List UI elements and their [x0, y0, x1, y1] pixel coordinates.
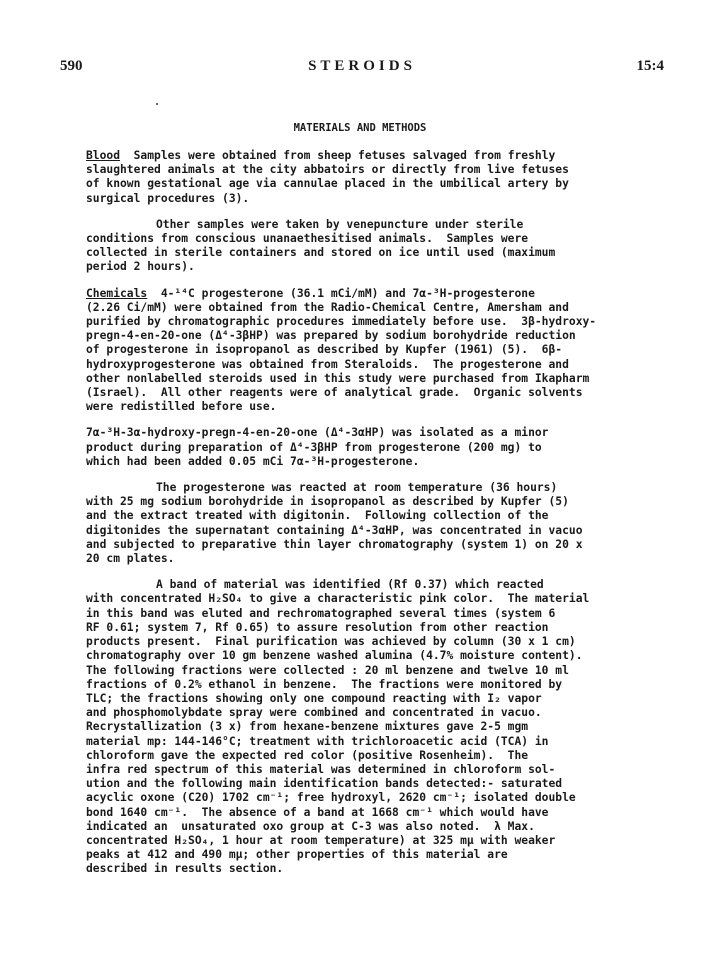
- blood-paragraph-2: Other samples were taken by venepuncture under sterile conditions from conscious unanaethesitised animals. Samples were collected in sterile containers and stored on ice until used (maximum period 2 hours).: [86, 217, 556, 274]
- chemicals-paragraph-3: The progesterone was reacted at room temperature (36 hours) with 25 mg sodium borohydride in isopropanol as described by Kupfer (5) and the extract treated with digitonin. Following collection of the digitonides the supernatant containing Δ⁴-3αHP, was concentrated in vacuo and subjected to preparative thin layer chromatography (system 1) on 20 x 20 cm plates.: [86, 481, 583, 566]
- blood-heading: Blood: [86, 149, 121, 162]
- section-title: MATERIALS AND METHODS: [293, 122, 427, 134]
- chemicals-paragraph-1: [86, 287, 656, 415]
- running-header: [60, 58, 664, 82]
- blood-text-1: Samples were obtained from sheep fetuses salvaged from freshly slaughtered animals at the city abbatoirs or directly from live fetuses of known gestational age via cannulae placed in the umbilical artery by surgical procedures (3).: [86, 149, 569, 205]
- blood-paragraph-1: [86, 149, 656, 206]
- chemicals-text-1: 4-¹⁴C progesterone (36.1 mCi/mM) and 7α-³H-progesterone (2.26 Ci/mM) were obtained from the Radio-Chemical Centre, Amersham and purified by chromatographic procedures immediately before use. 3β-hydroxy- pregn-4-en-20-one (Δ⁴-3βHP) was prepared by sodium borohydride reduction of progesterone in isopropanol as described by Kupfer (1961) (5). 6β- hydroxyprogesterone was obtained from Steraloids. The progesterone and other nonlabelled steroids used in this study were purchased from Ikapharm (Israel). All other reagents were of analytical grade. Organic solvents were redistilled before use.: [86, 286, 597, 414]
- chemicals-paragraph-4: A band of material was identified (Rf 0.37) which reacted with concentrated H₂SO₄ to give a characteristic pink color. The material in this band was eluted and rechromatographed several times (system 6 RF 0.61; system 7, Rf 0.65) to assure resolution from other reaction products present. Final purification was achieved by column (30 x 1 cm) chromatography over 10 gm benzene washed alumina (4.7% moisture content). The following fractions were collected : 20 ml benzene and twelve 10 ml fractions of 0.2% ethanol in benzene. The fractions were monitored by TLC; the fractions showing only one compound reacting with I₂ vapor and phosphomolybdate spray were combined and concentrated in vacuo. Recrystallization (3 x) from hexane-benzene mixtures gave 2-5 mgm material mp: 144-146°C; treatment with trichloroacetic acid (TCA) in chloroform gave the expected red color (positive Rosenheim). The infra red spectrum of this material was determined in chloroform sol- ution and the following main identification bands detected:- saturated acyclic oxone (C20) 1702 cm⁻¹; free hydroxyl, 2620 cm⁻¹; isolated double bond 1640 cm⁻¹. The absence of a band at 1668 cm⁻¹ which would have indicated an unsaturated oxo group at C-3 was also noted. λ Max. concentrated H₂SO₄, 1 hour at room temperature) at 325 mμ with weaker peaks at 412 and 490 mμ; other properties of this material are described in results section.: [86, 578, 590, 876]
- body-text: [86, 149, 656, 889]
- page-number: 590: [60, 58, 83, 74]
- speck-mark: [156, 103, 158, 105]
- chemicals-heading: Chemicals: [86, 286, 148, 300]
- journal-title: STEROIDS: [308, 58, 416, 74]
- volume-issue: 15:4: [636, 58, 664, 74]
- chemicals-paragraph-2: 7α-³H-3α-hydroxy-pregn-4-en-20-one (Δ⁴-3αHP) was isolated as a minor product during preparation of Δ⁴-3βHP from progesterone (200 mg) to which had been added 0.05 mCi 7α-³H-progesterone.: [86, 426, 549, 468]
